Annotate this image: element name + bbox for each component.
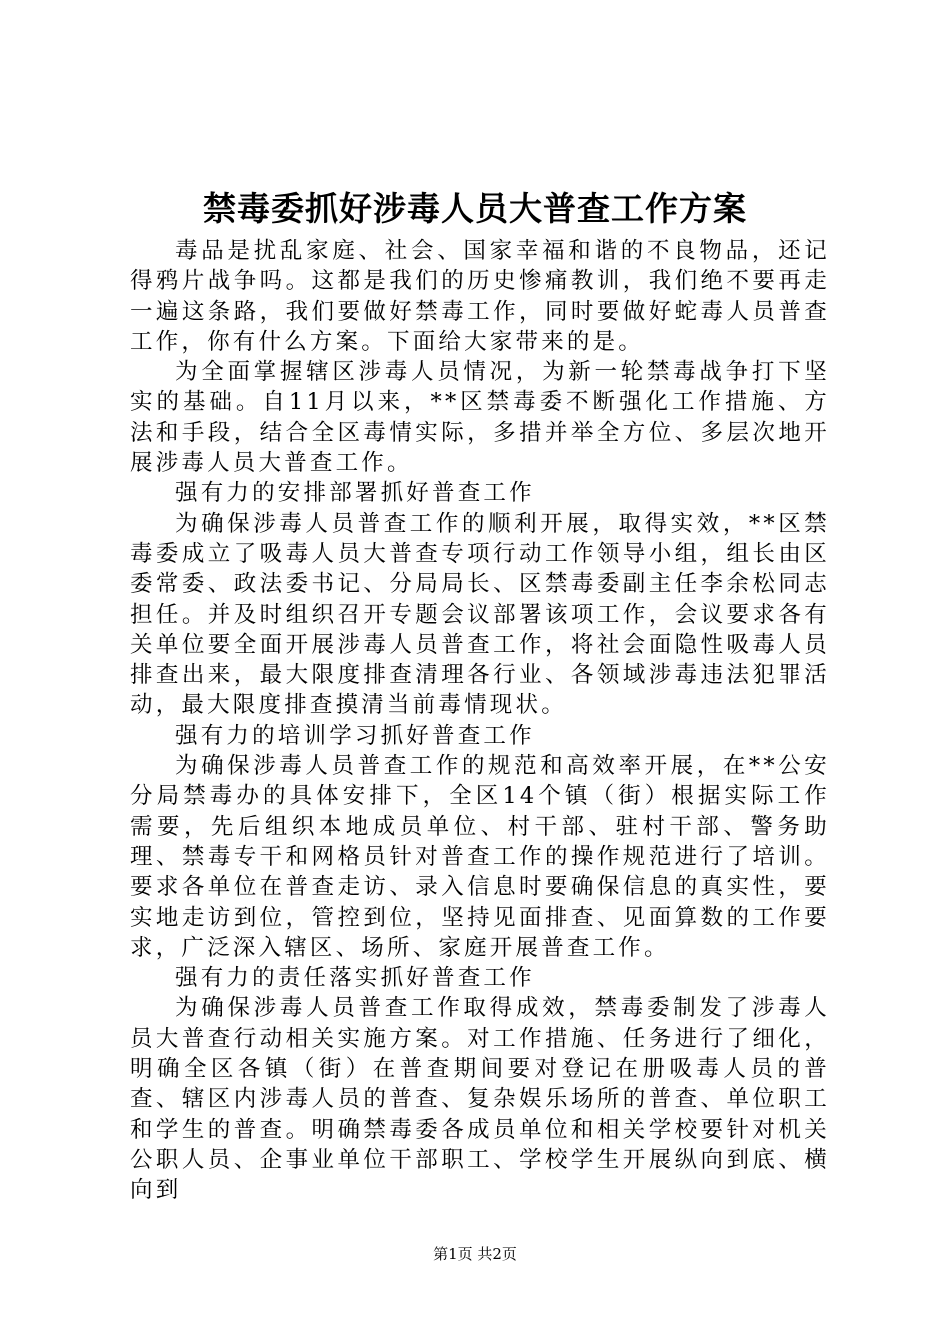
section-heading-responsibility: 强有力的责任落实抓好普查工作	[175, 965, 535, 992]
page-number-footer: 第1页 共2页	[433, 1245, 517, 1263]
document-title: 禁毒委抓好涉毒人员大普查工作方案	[203, 189, 747, 228]
paragraph-arrangement: 为确保涉毒人员普查工作的顺利开展，取得实效，**区禁毒委成立了吸毒人员大普查专项行动工作领导小组，组长由区委常委、政法委书记、分局局长、区禁毒委副主任李余松同志担任。并及时组织召开专题会议部署该项工作，会议要求各有关单位要全面开展涉毒人员普查工作，将社会面隐性吸毒人员排查出来，最大限度排查清理各行业、各领域涉毒违法犯罪活动，最大限度排查摸清当前毒情现状。	[130, 510, 830, 719]
section-heading-arrangement: 强有力的安排部署抓好普查工作	[175, 480, 535, 507]
section-heading-training: 强有力的培训学习抓好普查工作	[175, 722, 535, 749]
paragraph-overview: 为全面掌握辖区涉毒人员情况，为新一轮禁毒战争打下坚实的基础。自11月以来，**区禁毒委不断强化工作措施、方法和手段，结合全区毒情实际，多措并举全方位、多层次地开展涉毒人员大普查工作。	[130, 359, 830, 477]
paragraph-training: 为确保涉毒人员普查工作的规范和高效率开展，在**公安分局禁毒办的具体安排下，全区14个镇（街）根据实际工作需要，先后组织本地成员单位、村干部、驻村干部、警务助理、禁毒专干和网格员针对普查工作的操作规范进行了培训。要求各单位在普查走访、录入信息时要确保信息的真实性，要实地走访到位，管控到位，坚持见面排查、见面算数的工作要求，广泛深入辖区、场所、家庭开展普查工作。	[130, 753, 830, 961]
paragraph-intro: 毒品是扰乱家庭、社会、国家幸福和谐的不良物品，还记得鸦片战争吗。这都是我们的历史惨痛教训，我们绝不要再走一遍这条路，我们要做好禁毒工作，同时要做好蛇毒人员普查工作，你有什么方案。下面给大家带来的是。	[130, 238, 830, 355]
document-body	[130, 236, 830, 1206]
paragraph-responsibility: 为确保涉毒人员普查工作取得成效，禁毒委制发了涉毒人员大普查行动相关实施方案。对工作措施、任务进行了细化，明确全区各镇（街）在普查期间要对登记在册吸毒人员的普查、辖区内涉毒人员的普查、复杂娱乐场所的普查、单位职工和学生的普查。明确禁毒委各成员单位和相关学校要针对机关公职人员、企事业单位干部职工、学校学生开展纵向到底、横向到	[130, 995, 830, 1204]
